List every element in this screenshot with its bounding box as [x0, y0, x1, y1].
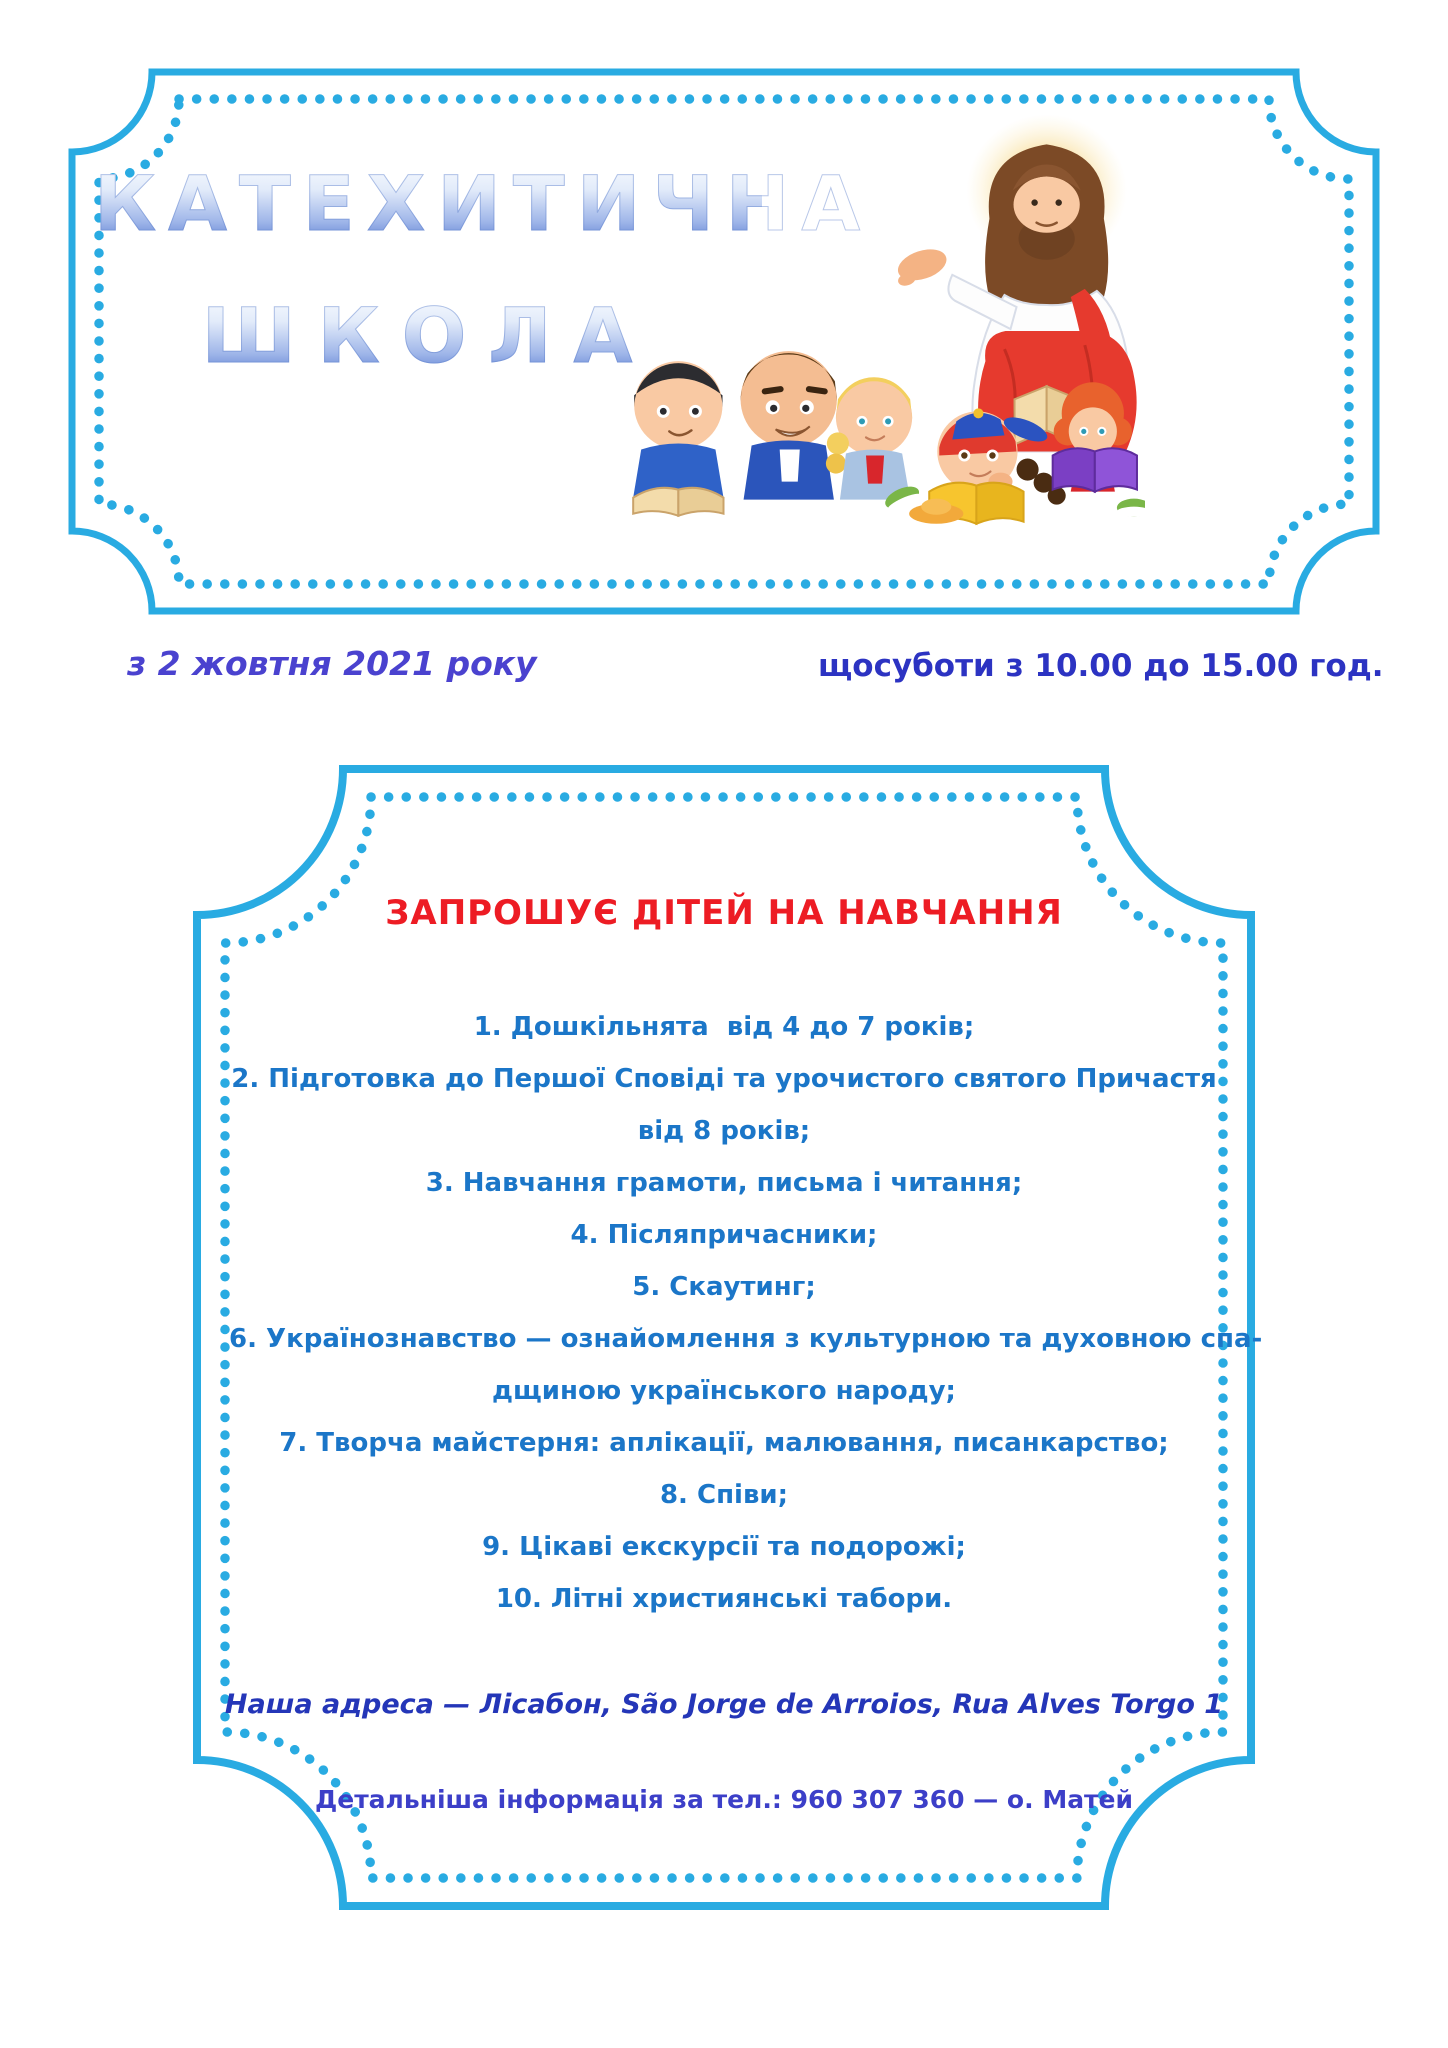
- school-title-line2: ШКОЛА: [94, 296, 762, 376]
- program-item-line: дщиною українського народу;: [492, 1376, 956, 1406]
- program-item-line: 4. Післяпричасники;: [570, 1220, 878, 1250]
- invitation-heading: ЗАПРОШУЄ ДІТЕЙ НА НАВЧАННЯ: [385, 893, 1063, 933]
- program-item-line: від 8 років;: [637, 1116, 811, 1146]
- address-text: Наша адреса — Лісабон, São Jorge de Arroios, Rua Alves Torgo 1: [224, 1689, 1224, 1720]
- program-item-line: 3. Навчання грамоти, письма і читання;: [425, 1168, 1023, 1198]
- program-item-line: 9. Цікаві екскурсії та подорожі;: [482, 1532, 966, 1562]
- child-boy-black-hair: [633, 361, 723, 516]
- school-title-line1: КАТЕХИТИЧНА: [94, 159, 873, 248]
- program-item-line: 6. Українознавство — ознайомлення з культурною та духовною спа-: [229, 1324, 1263, 1354]
- program-item-line: 1. Дошкільнята від 4 до 7 років;: [473, 1012, 975, 1042]
- invitation-card: [193, 765, 1263, 1910]
- program-item-line: 8. Співи;: [659, 1480, 789, 1510]
- child-boy-brown-hair: [741, 351, 837, 500]
- program-item-line: 5. Скаутинг;: [632, 1272, 816, 1302]
- schedule-time-text: щосуботи з 10.00 до 15.00 год.: [818, 648, 1384, 684]
- start-date-text: з 2 жовтня 2021 року: [127, 644, 537, 683]
- child-girl-blonde: [826, 377, 912, 499]
- program-item-line: 2. Підготовка до Першої Сповіді та урочистого святого Причастя: [231, 1064, 1217, 1094]
- jesus-children-illustration: [583, 98, 1145, 530]
- program-item-line: 7. Творча майстерня: аплікації, малювання, писанкарство;: [279, 1428, 1169, 1458]
- contact-phone-text: Детальніша інформація за тел.: 960 307 360 — о. Матей: [314, 1785, 1134, 1814]
- header-card: [68, 68, 1380, 615]
- program-item-line: 10. Літні християнські табори.: [495, 1584, 953, 1614]
- program-list: [229, 1001, 1263, 1625]
